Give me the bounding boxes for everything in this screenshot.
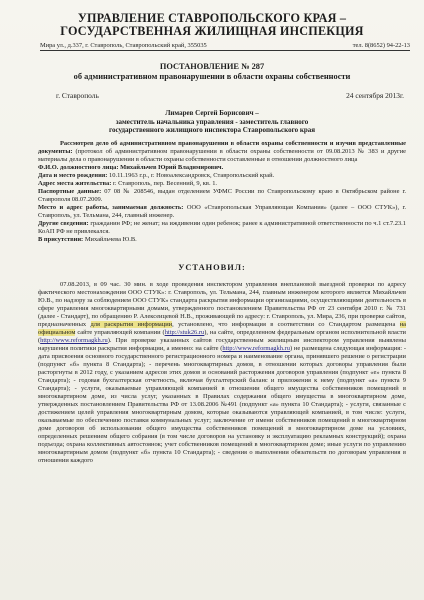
field-presence <box>38 236 406 244</box>
findings-paragraph <box>38 281 406 465</box>
field-value: г. Ставрополь, пер. Весенний, 9, кв. 1. <box>111 180 218 187</box>
section-heading-ustanovil: УСТАНОВИЛ: <box>178 263 246 272</box>
date: 24 сентября 2013г. <box>346 91 404 100</box>
field-address <box>38 180 406 188</box>
text-run: , установлено, что информация в соответствии со Стандартом размещена <box>172 321 400 328</box>
official-name: Лимарев Сергей Борисович – <box>165 109 259 117</box>
field-label: Дата и место рождения: <box>38 172 108 179</box>
intro-rest: (протокол об административном правонарушении в области охраны собственности от 09.08.2013 № 383 и другие материалы дела о правонарушении в области охраны собственности составленные в отношении должностного лица <box>38 148 406 163</box>
website-link-reformagkh[interactable]: http://www.reformagkh.ru <box>40 337 108 344</box>
field-label: Место и адрес работы, занимаемая должность: <box>38 204 184 211</box>
field-label: В присутствии: <box>38 236 84 243</box>
text-run: ), на сайте, определенном федеральным органом исполнительной власти ( <box>38 329 406 344</box>
field-value: Михайльчева Ю.В. <box>83 236 137 243</box>
intro-lead: Рассмотрев дело об административном правонарушении в области охраны собственности и изучив представленные документы: <box>38 140 406 155</box>
agency-name-line1: УПРАВЛЕНИЕ СТАВРОПОЛЬСКОГО КРАЯ – <box>77 11 347 25</box>
agency-address: Мира ул., д.337, г. Ставрополь, Ставропольский край, 355035 <box>40 42 207 49</box>
field-label: Паспортные данные: <box>38 188 102 195</box>
intro-block <box>38 140 406 244</box>
field-label: Ф.И.О. должностного лица: <box>38 164 119 171</box>
agency-phone: тел. 8(8652) 94-22-13 <box>352 42 410 49</box>
intro-paragraph <box>38 140 406 164</box>
field-workplace <box>38 204 406 220</box>
text-run: ) не размещена следующая информация: - дата присвоения основного государственного регистрационного номера и наименование органа, принявшего решение о регистрации (подпункт «б» пункта 8 Стандарта); - перечень многоквартирных домов, в отношении которых договоры управления были расторгнуты в 2012 году, с указанием адресов этих домов и оснований расторжения договоров управления (подпункт «е» пункта 8 Стандарта); - годовая бухгалтерская отчетность, включая бухгалтерский баланс и приложения к нему (подпункт «а» пункта 9 Стандарта); - услуги, оказываемые управляющей компанией в отношении общего имущества собственников помещений в многоквартирном доме, из числа услуг, указанных в Правилах содержания общего имущества в многоквартирном доме, утвержденных постановлением Правительства РФ от 13.08.2006 №491 (подпункт «а» пункта 10 Стандарта); - услуги, связанные с достижением целей управления многоквартирным домом, которые оказываются управляющей компанией, в том числе: услуги, оказываемые по обеспечению поставки коммунальных услуг; заключение от имени собственников помещений в многоквартирном доме договоров об использовании общего имущества собственников помещений в многоквартирном доме на условиях, определенных решением общего собрания (в том числе договоров на установку и эксплуатацию рекламных конструкций); охрана подъезда; охрана коллективных автостоянок; учет собственников помещений в многоквартирном доме; иные услуги по управлению многоквартирным домом (подпункт «б» пункта 10 Стандарта); - сведения о выполнении обязательств по договорам управления в отношении каждого <box>38 345 406 464</box>
official-position-line2: государственного жилищного инспектора Ставропольского края <box>108 126 316 135</box>
field-value: гражданин РФ; не женат; на иждивении один ребенок; ранее к административной ответственности по ч.1 ст.7.23.1 КоАП РФ не привлекался. <box>38 220 406 235</box>
agency-name-line2: ГОСУДАРСТВЕННАЯ ЖИЛИЩНАЯ ИНСПЕКЦИЯ <box>60 24 364 38</box>
text-run: ). При проверке указанных сайтов государственным жилищным инспектором управления выявлены нарушения политики раскрытия информации, а именно: на сайте ( <box>38 337 406 352</box>
highlighted-text: для раскрытия информации <box>90 321 173 328</box>
field-value: 07 08 № 208546, выдан отделением УФМС России по Ставропольскому краю в Октябрьском районе г. Ставрополя 08.07.2009. <box>38 188 407 203</box>
field-value: 10.11.1963 г.р., г. Новоалександровск, Ставропольский край. <box>107 172 275 179</box>
website-link-stuk26[interactable]: http://stuk26.ru <box>164 329 205 336</box>
document-subject: об административном правонарушении в области охраны собственности <box>73 72 351 81</box>
official-position-line1: заместитель начальника управления - заместитель главного <box>115 117 309 126</box>
place: г. Ставрополь <box>56 91 99 100</box>
highlighted-text: на официальном <box>38 321 407 336</box>
field-fio <box>38 164 406 172</box>
field-other <box>38 220 406 236</box>
official-block <box>0 109 424 135</box>
field-passport <box>38 188 406 204</box>
field-value: Михайльчев Юрий Владимирович. <box>118 164 224 171</box>
website-link-reformagkh[interactable]: http://www.reformagkh.ru <box>222 345 290 352</box>
field-label: Другие сведения: <box>38 220 89 227</box>
field-birth <box>38 172 406 180</box>
field-value: ООО «Ставропольская Управляющая Компания» (далее – ООО СТУК»), г. Ставрополь, ул. Тельмана, 244, главный инженер. <box>38 204 406 219</box>
text-run: сайте управляющей компании ( <box>75 329 165 336</box>
field-label: Адрес места жительства: <box>38 180 112 187</box>
address-line <box>40 42 410 51</box>
text-run: 07.08.2013, в 09 час. 30 мин. в ходе проведения инспектором управления внеплановой выездной проверки по адресу фактического местонахождения ООО СТУК»: г. Ставрополь, ул. Тельмана, 244, главным инженером которого является Михайльчев Ю.В., по надзору за соблюдением ООО СТУК» стандарта раскрытия информации организациями, осуществляющими деятельность в сфере управления многоквартирными домами, утвержденного постановлением Правительства РФ от 23 сентября 2010 г. № 731 (далее - Стандарт), по обращению Р. Алексеицевой Н.В., проживающей по адресу: г. Ставрополь, ул. Мира, 236, при проверке сайтов, предназначенных <box>38 281 406 328</box>
document-title: ПОСТАНОВЛЕНИЕ № 287 <box>159 62 265 71</box>
